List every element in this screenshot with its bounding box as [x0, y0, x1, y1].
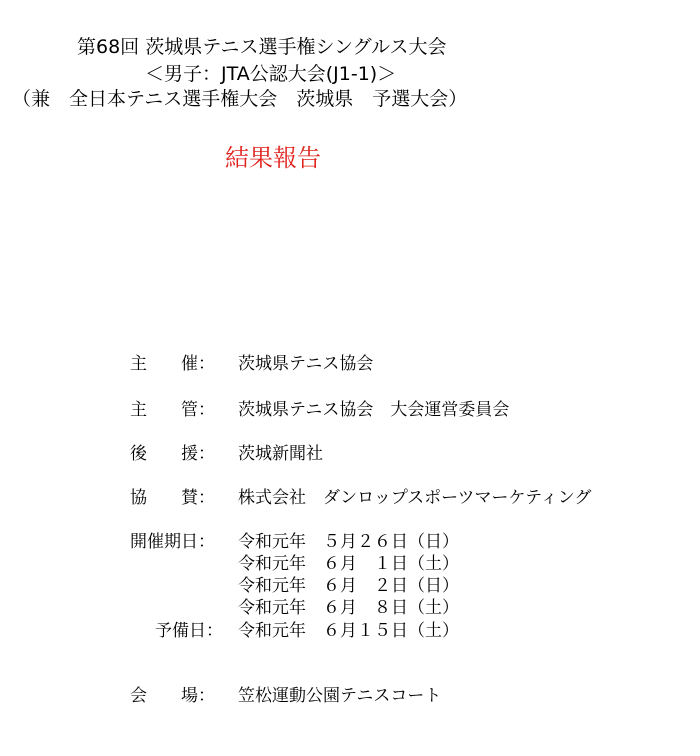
tournament-qualifier-note: （兼 全日本テニス選手権大会 茨城県 予選大会）: [12, 88, 468, 110]
result-report-heading: 結果報告: [225, 144, 321, 172]
venue-label: 会 場：: [130, 686, 215, 706]
tournament-title: 第68回 茨城県テニス選手権シングルス大会: [77, 36, 447, 58]
support-value: 茨城新聞社: [238, 444, 323, 464]
schedule-date: 令和元年 ５月２６日（日）: [238, 532, 459, 552]
sponsor-label: 協 賛：: [130, 488, 215, 508]
reserve-day-label: 予備日：: [155, 621, 223, 641]
organizer-label: 主 催：: [130, 354, 215, 374]
sponsor-value: 株式会社 ダンロップスポーツマーケティング: [238, 488, 592, 508]
manager-value: 茨城県テニス協会 大会運営委員会: [238, 400, 510, 420]
reserve-day-date: 令和元年 ６月１５日（土）: [238, 621, 459, 641]
support-label: 後 援：: [130, 444, 215, 464]
dates-label: 開催期日：: [130, 532, 215, 552]
schedule-date: 令和元年 ６月 ２日（日）: [238, 576, 459, 596]
schedule-date: 令和元年 ６月 ８日（土）: [238, 598, 459, 618]
schedule-date: 令和元年 ６月 １日（土）: [238, 554, 459, 574]
venue-value: 笠松運動公園テニスコート: [238, 686, 442, 706]
organizer-value: 茨城県テニス協会: [238, 354, 374, 374]
venue-row: [130, 684, 442, 756]
manager-label: 主 管：: [130, 400, 215, 420]
tournament-category: ＜男子：JTA公認大会(J1-1)＞: [145, 63, 397, 85]
